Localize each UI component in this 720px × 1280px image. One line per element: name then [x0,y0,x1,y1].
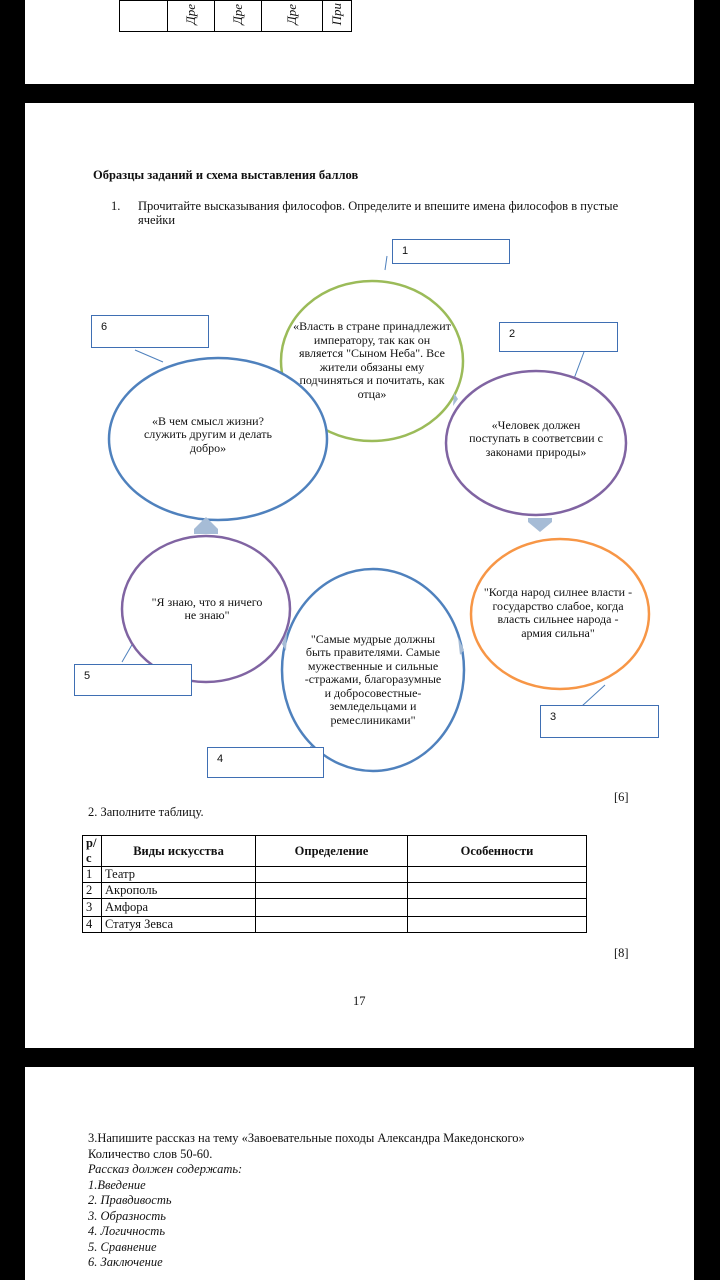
row-definition-cell[interactable] [256,883,408,899]
page-fragment-top [25,0,694,84]
row-art: Театр [102,867,256,883]
header-art-type: Виды искусства [102,836,256,867]
task-2-text: 2. Заполните таблицу. [88,805,204,819]
table-row [83,883,587,899]
row-features-cell[interactable] [408,899,587,917]
row-definition-cell[interactable] [256,867,408,883]
connector-line-1 [385,256,387,270]
connector-line-5 [122,643,133,662]
row-art: Амфора [102,899,256,917]
fragment-cell-empty [120,1,168,32]
quote-2: «Человек должен поступать в соответсвии с законами природы» [469,417,603,459]
fragment-table [119,0,352,32]
row-art: Акрополь [102,883,256,899]
requirement-item: 4. Логичность [88,1224,166,1238]
connector-line-6 [135,350,163,362]
task-3-requirements-label: Рассказ должен содержать: [88,1162,243,1176]
score-task-2: [8] [614,946,629,960]
requirement-item: 1.Введение [88,1177,146,1192]
row-features-cell[interactable] [408,867,587,883]
connector-line-3 [582,685,605,706]
section-heading: Образцы заданий и схема выставления баллов [93,168,359,182]
task-1-number: 1. [111,199,121,213]
quote-1: «Власть в стране принадлежит императору, так как он является "Сыном Неба". Все жители обязаны ему подчиняться и почитать, как отца» [293,319,451,401]
task-3-word-count: Количество слов 50-60. [88,1146,213,1161]
requirement-item: 6. Заключение [88,1255,163,1269]
page-17 [25,103,694,1048]
answer-box-4[interactable]: 4 [207,747,324,778]
row-features-cell[interactable] [408,883,587,899]
page-number: 17 [353,994,366,1008]
answer-box-2[interactable]: 2 [499,322,618,352]
row-definition-cell[interactable] [256,917,408,933]
answer-box-1[interactable]: 1 [392,239,510,264]
task-3-title: 3.Напишите рассказ на тему «Завоевательные походы Александра Македонского» [88,1131,525,1145]
row-definition-cell[interactable] [256,899,408,917]
requirement-item: 2. Правдивость [88,1193,172,1207]
fragment-cell: Дре [168,1,215,32]
answer-box-5[interactable]: 5 [74,664,192,696]
answer-box-6[interactable]: 6 [91,315,209,348]
answer-box-3[interactable]: 3 [540,705,659,738]
row-features-cell[interactable] [408,917,587,933]
row-num: 3 [83,899,102,917]
table-row [83,867,587,883]
arts-table [82,835,587,933]
row-num: 1 [83,867,102,883]
page-18-top [25,1067,694,1280]
row-art: Статуя Зевса [102,917,256,933]
row-num: 2 [83,883,102,899]
quote-3: "Когда народ силнее власти - государство слабое, когда власть сильнее народа - армия сильна" [483,585,633,640]
header-num: р/с [83,836,102,867]
quote-6: «В чем смысл жизни? служить другим и делать добро» [143,413,273,455]
task-3 [88,1131,525,1271]
fragment-cell: При [323,1,352,32]
table-row [83,899,587,917]
row-num: 4 [83,917,102,933]
header-features: Особенности [408,836,587,867]
header-definition: Определение [256,836,408,867]
arrow-2-to-3 [528,518,552,532]
table-header-row [83,836,587,867]
score-task-1: [6] [614,790,629,804]
fragment-cell: Дре [262,1,323,32]
quote-4: "Самые мудрые должны быть правителями. Самые мужественные и сильные -стражами, благоразумные и добросовестные-земледельцами и ремеслиниками" [304,631,442,727]
requirement-item: 3. Образность [88,1208,166,1223]
table-row [83,917,587,933]
task-1-text: Прочитайте высказывания философов. Определите и впешите имена философов в пустые ячейки [138,199,619,227]
quote-5: "Я знаю, что я ничего не знаю" [151,594,263,622]
fragment-cell: Дре [215,1,262,32]
requirement-item: 5. Сравнение [88,1239,157,1254]
